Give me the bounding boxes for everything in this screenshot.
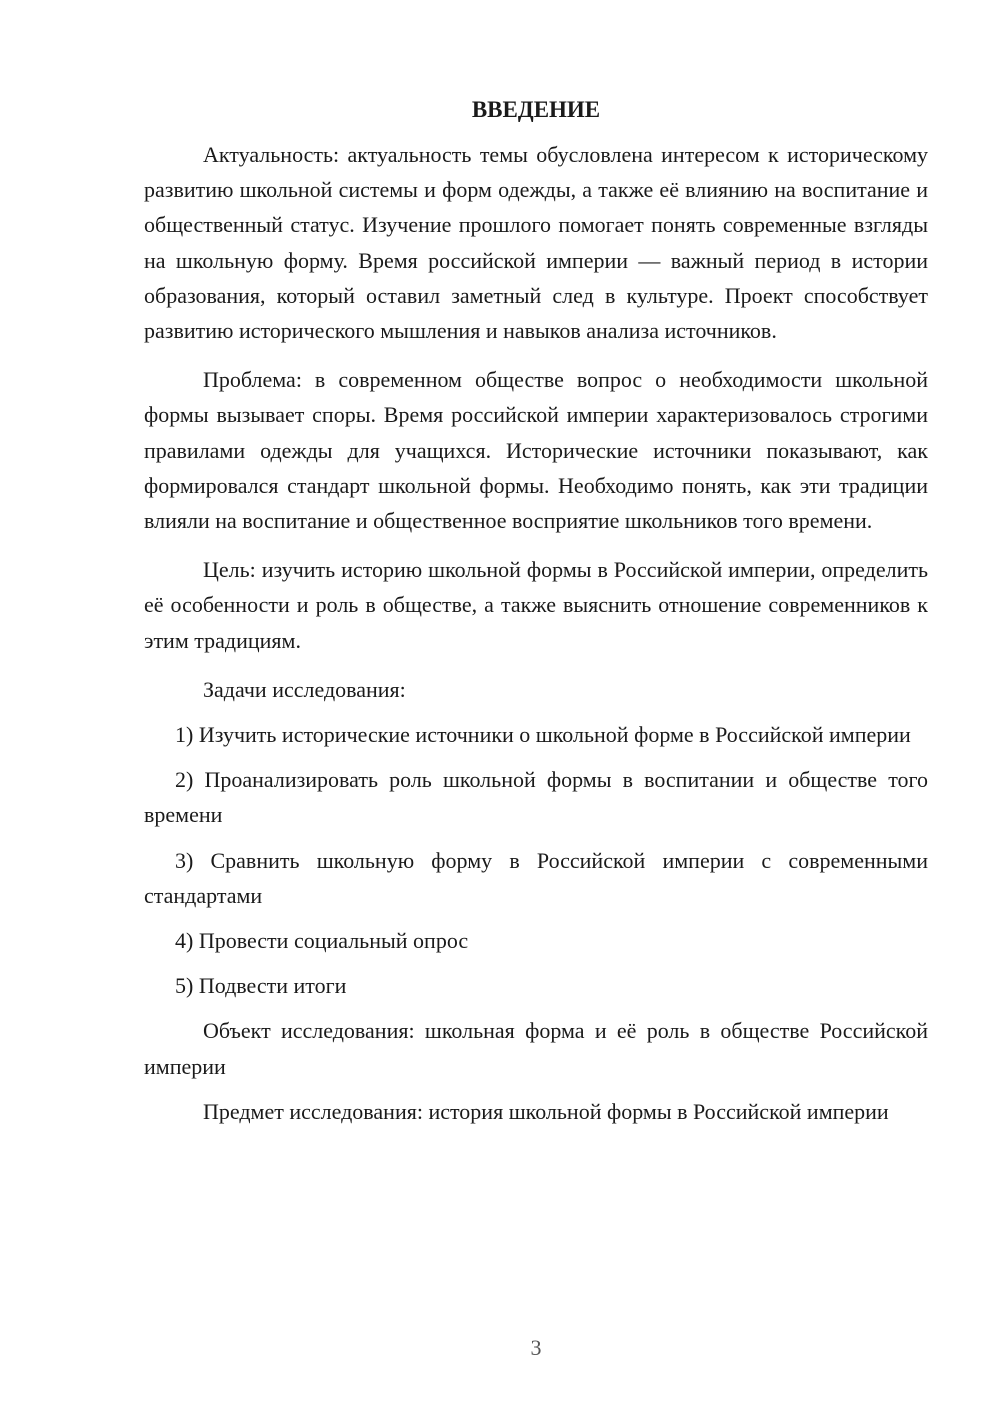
subject-paragraph: Предмет исследования: история школьной формы в Российской империи	[203, 1098, 889, 1124]
document-page	[144, 92, 928, 1129]
spacer	[144, 348, 928, 362]
problem-paragraph: Проблема: в современном обществе вопрос о необходимости школьной формы вызывает споры. Время российской империи характеризовалось строгими правилами одежды для учащихся. Исторические источники показывают, как формировался стандарт школьной формы. Необходимо понять, как эти традиции влияли на воспитание и общественное восприятие школьников того времени.	[144, 367, 928, 534]
spacer	[144, 1084, 928, 1094]
spacer	[144, 707, 928, 717]
section-heading: ВВЕДЕНИЕ	[471, 97, 601, 122]
spacer	[144, 658, 928, 672]
task-item: 4) Провести социальный опрос	[175, 928, 469, 954]
object-paragraph: Объект исследования: школьная форма и её роль в обществе Российской империи	[144, 1018, 928, 1079]
spacer	[144, 913, 928, 923]
spacer	[144, 752, 928, 762]
goal-paragraph: Цель: изучить историю школьной формы в Российской империи, определить её особенности и роль в обществе, а также выяснить отношение современников к этим традициям.	[144, 557, 928, 653]
spacer	[144, 833, 928, 843]
spacer	[144, 127, 928, 137]
task-item: 3) Сравнить школьную форму в Российской империи с современными стандартами	[144, 847, 928, 908]
relevance-paragraph: Актуальность: актуальность темы обусловлена интересом к историческому развитию школьной системы и форм одежды, а также её влиянию на воспитание и общественный статус. Изучение прошлого помогает понять современные взгляды на школьную форму. Время российской империи — важный период в истории образования, который оставил заметный след в культуре. Проект способствует развитию исторического мышления и навыков анализа источников.	[144, 142, 928, 344]
spacer	[144, 538, 928, 552]
spacer	[144, 958, 928, 968]
tasks-heading: Задачи исследования:	[203, 676, 406, 702]
page-number: 3	[530, 1335, 542, 1360]
task-item: 5) Подвести итоги	[175, 973, 347, 999]
spacer	[144, 1003, 928, 1013]
task-item: 1) Изучить исторические источники о школьной форме в Российской империи	[175, 722, 911, 748]
task-item: 2) Проанализировать роль школьной формы в воспитании и обществе того времени	[144, 767, 928, 828]
